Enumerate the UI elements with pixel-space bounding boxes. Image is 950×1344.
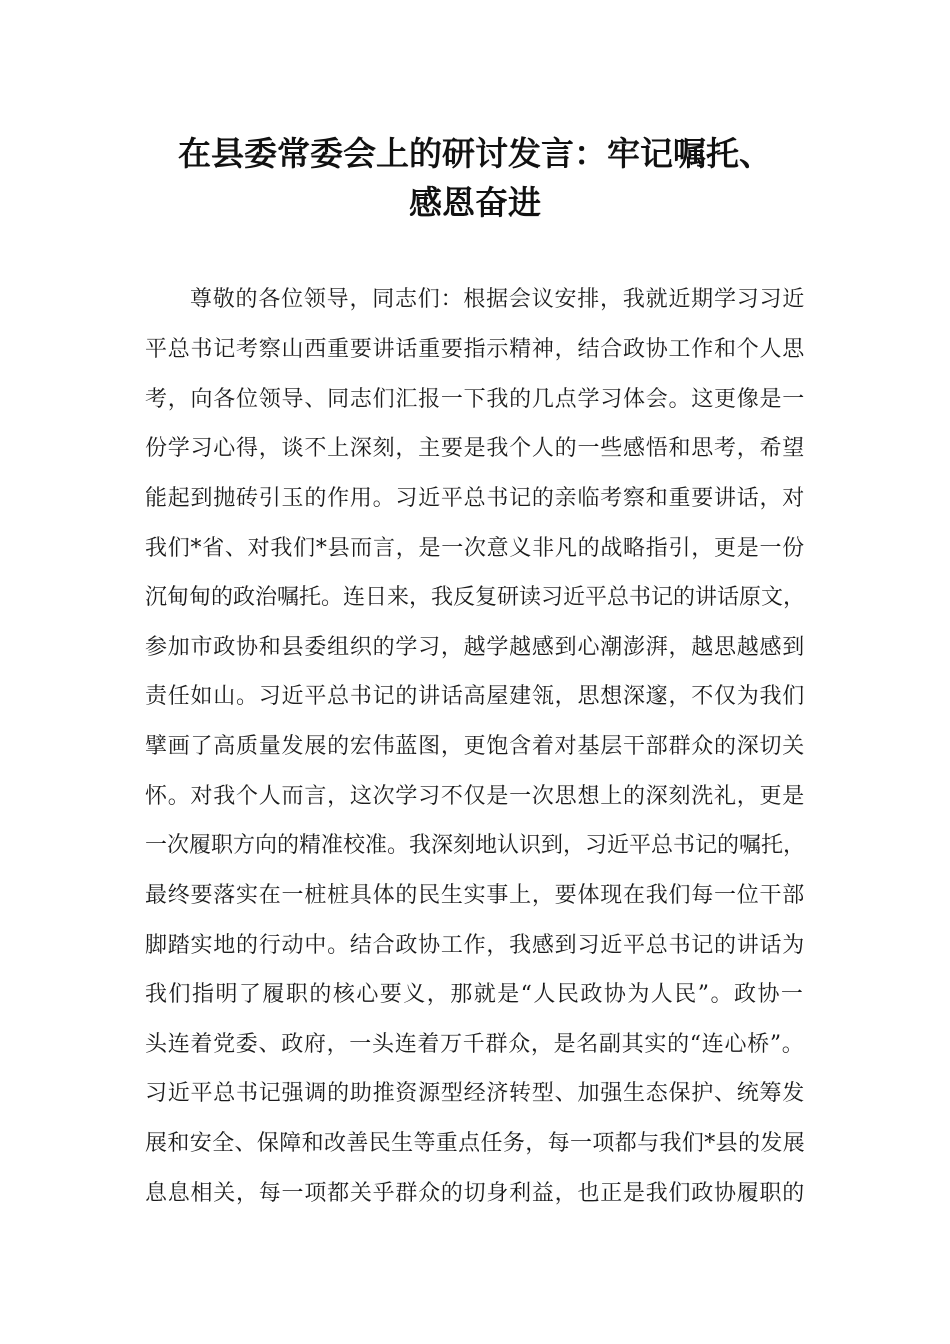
paragraph-line-10: 擘画了高质量发展的宏伟蓝图，更饱含着对基层干部群众的深切关: [145, 734, 806, 759]
paragraph-line-8: 参加市政协和县委组织的学习，越学越感到心潮澎湃，越思越感到: [145, 635, 806, 660]
paragraph-line-9: 责任如山。习近平总书记的讲话高屋建瓴，思想深邃，不仅为我们: [145, 684, 806, 709]
paragraph-line-3: 考，向各位领导、同志们汇报一下我的几点学习体会。这更像是一: [145, 387, 806, 412]
paragraph-line-6: 我们*省、对我们*县而言，是一次意义非凡的战略指引，更是一份: [145, 536, 805, 561]
paragraph-line-4: 份学习心得，谈不上深刻，主要是我个人的一些感悟和思考，希望: [145, 436, 806, 461]
paragraph-line-2: 平总书记考察山西重要讲话重要指示精神，结合政协工作和个人思: [145, 337, 806, 362]
document-title-line-1: 在县委常委会上的研讨发言：牢记嘱托、: [178, 134, 772, 173]
paragraph-line-16: 头连着党委、政府，一头连着万千群众，是名副其实的“连心桥”。: [145, 1032, 805, 1057]
paragraph-line-18: 展和安全、保障和改善民生等重点任务，每一项都与我们*县的发展: [145, 1131, 806, 1156]
paragraph-line-1: 尊敬的各位领导，同志们：根据会议安排，我就近期学习习近: [190, 287, 806, 312]
paragraph-line-15: 我们指明了履职的核心要义，那就是“人民政协为人民”。政协一: [145, 982, 805, 1007]
paragraph-line-7: 沉甸甸的政治嘱托。连日来，我反复研读习近平总书记的讲话原文，: [145, 585, 806, 610]
paragraph-line-12: 一次履职方向的精准校准。我深刻地认识到，习近平总书记的嘱托，: [145, 833, 806, 858]
paragraph-line-19: 息息相关，每一项都关乎群众的切身利益，也正是我们政协履职的: [145, 1181, 806, 1206]
paragraph-line-17: 习近平总书记强调的助推资源型经济转型、加强生态保护、统筹发: [145, 1081, 806, 1106]
paragraph-line-11: 怀。对我个人而言，这次学习不仅是一次思想上的深刻洗礼，更是: [145, 784, 806, 809]
paragraph-line-14: 脚踏实地的行动中。结合政协工作，我感到习近平总书记的讲话为: [145, 933, 806, 958]
document-title-line-2: 感恩奋进: [409, 183, 541, 222]
paragraph-line-5: 能起到抛砖引玉的作用。习近平总书记的亲临考察和重要讲话，对: [145, 486, 806, 511]
paragraph-line-13: 最终要落实在一桩桩具体的民生实事上，要体现在我们每一位干部: [145, 883, 806, 908]
